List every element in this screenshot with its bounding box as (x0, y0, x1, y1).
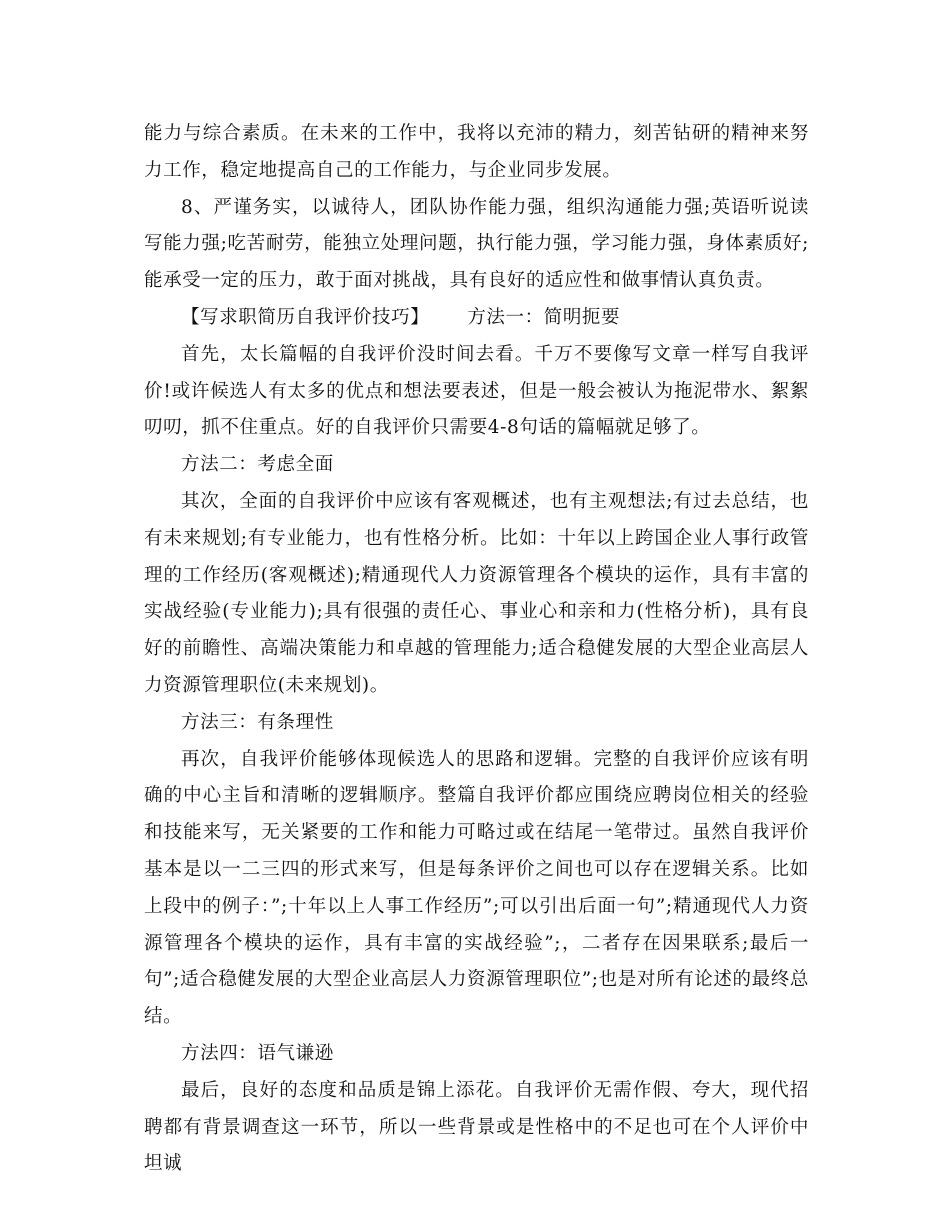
paragraph-item-8: 8、严谨务实，以诚待人，团队协作能力强，组织沟通能力强;英语听说读写能力强;吃苦耐劳，能独立处理问题，执行能力强，学习能力强，身体素质好;能承受一定的压力，敢于面对挑战，具有良好的适应性和做事情认真负责。 (144, 196, 809, 292)
paragraph-continuation: 能力与综合素质。在未来的工作中，我将以充沛的精力，刻苦钻研的精神来努力工作，稳定地提高自己的工作能力，与企业同步发展。 (144, 123, 809, 181)
method-3-heading: 方法三：有条理性 (181, 711, 334, 733)
method-2-heading: 方法二：考虑全面 (181, 454, 334, 476)
document-page (144, 116, 809, 1183)
section-heading-title: 【写求职简历自我评价技巧】 (181, 306, 430, 328)
method-4-heading: 方法四：语气谦逊 (181, 1042, 334, 1064)
section-heading-method: 方法一：简明扼要 (467, 306, 621, 328)
paragraph-method-1-body: 首先，太长篇幅的自我评价没时间去看。千万不要像写文章一样写自我评价!或许候选人有太多的优点和想法要表述，但是一般会被认为拖泥带水、絮絮叨叨，抓不住重点。好的自我评价只需要4-8句话的篇幅就足够了。 (144, 343, 809, 439)
paragraph-method-4-body: 最后，良好的态度和品质是锦上添花。自我评价无需作假、夸大，现代招聘都有背景调查这一环节，所以一些背景或是性格中的不足也可在个人评价中坦诚 (144, 1079, 809, 1175)
paragraph-method-3-body: 再次，自我评价能够体现候选人的思路和逻辑。完整的自我评价应该有明确的中心主旨和清晰的逻辑顺序。整篇自我评价都应围绕应聘岗位相关的经验和技能来写，无关紧要的工作和能力可略过或在结尾一笔带过。虽然自我评价基本是以一二三四的形式来写，但是每条评价之间也可以存在逻辑关系。比如上段中的例子：”;十年以上人事工作经历”;可以引出后面一句”;精通现代人力资源管理各个模块的运作，具有丰富的实战经验”;，二者存在因果联系;最后一句”;适合稳健发展的大型企业高层人力资源管理职位”;也是对所有论述的最终总结。 (144, 748, 809, 1028)
paragraph-method-2-body: 其次，全面的自我评价中应该有客观概述，也有主观想法;有过去总结，也有未来规划;有专业能力，也有性格分析。比如：十年以上跨国企业人事行政管理的工作经历(客观概述);精通现代人力资源管理各个模块的运作，具有丰富的实战经验(专业能力);具有很强的责任心、事业心和亲和力(性格分析)，具有良好的前瞻性、高端决策能力和卓越的管理能力;适合稳健发展的大型企业高层人力资源管理职位(未来规划)。 (144, 490, 809, 696)
section-heading (144, 300, 809, 337)
